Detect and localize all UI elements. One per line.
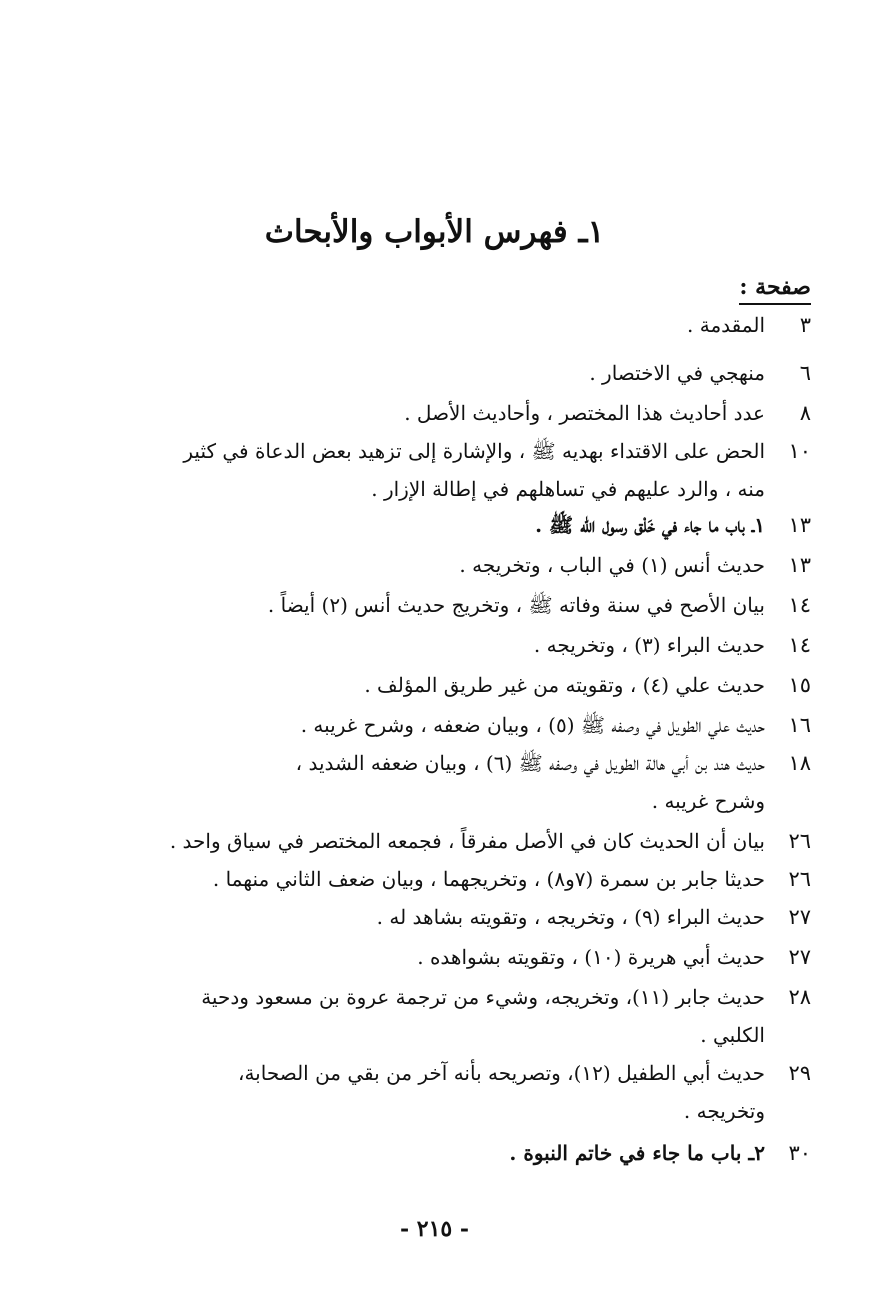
chapter-heading: ٢ـ باب ما جاء في خاتم النبوة . — [509, 1141, 765, 1165]
entry-page-number: ٨ — [799, 401, 811, 425]
entry-text: بيان الأصح في سنة وفاته ﷺ ، وتخريج حديث أنس (٢) أيضاً . — [267, 593, 765, 617]
entry-page-number: ٢٦ — [788, 829, 811, 853]
index-entry — [91, 864, 811, 894]
page-title: ١ـ فهرس الأبواب والأبحاث — [264, 214, 605, 250]
index-entry — [91, 590, 811, 620]
entry-page-number: ١٣ — [788, 553, 811, 577]
index-entry — [91, 310, 811, 340]
entry-page-number: ٦ — [799, 361, 811, 385]
entry-text: عدد أحاديث هذا المختصر ، وأحاديث الأصل . — [404, 401, 765, 425]
entry-text: المقدمة . — [687, 313, 765, 337]
index-entry — [91, 436, 811, 466]
index-entry-continuation — [91, 1020, 811, 1050]
entry-page-number: ٣ — [799, 313, 811, 337]
entry-page-number: ٣٠ — [788, 1141, 811, 1165]
index-entry — [91, 550, 811, 580]
entry-text: منهجي في الاختصار . — [589, 361, 765, 385]
index-entry — [91, 748, 811, 778]
entry-page-number: ١٨ — [788, 751, 811, 775]
entry-text: حديث علي الطويل في وصفه ﷺ (٥) ، وبيان ضعفه ، وشرح غريبه . — [300, 713, 765, 737]
index-entry — [91, 670, 811, 700]
entry-page-number: ١٠ — [788, 439, 811, 463]
index-entry — [91, 358, 811, 388]
index-entry — [91, 398, 811, 428]
index-entry — [91, 942, 811, 972]
chapter-heading: ١ـ باب ما جاء في خَلْق رسول الله ﷺ . — [535, 513, 765, 537]
entry-text: حديث علي (٤) ، وتقويته من غير طريق المؤلف . — [364, 673, 765, 697]
entry-text: حديث أبي هريرة (١٠) ، وتقويته بشواهده . — [417, 945, 765, 969]
entry-page-number: ٢٩ — [788, 1061, 811, 1085]
entry-page-number: ٢٨ — [788, 985, 811, 1009]
page-column-label: صفحة : — [739, 272, 811, 305]
entry-page-number: ٢٧ — [788, 905, 811, 929]
entry-text: حديث جابر (١١)، وتخريجه، وشيء من ترجمة عروة بن مسعود ودحية — [201, 985, 765, 1009]
index-entry — [91, 826, 811, 856]
index-entry — [91, 1138, 811, 1168]
index-entry — [91, 1058, 811, 1088]
index-entry — [91, 982, 811, 1012]
entry-page-number: ١٦ — [788, 713, 811, 737]
index-entry — [91, 710, 811, 740]
entry-text: بيان أن الحديث كان في الأصل مفرقاً ، فجمعه المختصر في سياق واحد . — [169, 829, 765, 853]
index-entry-continuation — [91, 1096, 811, 1126]
entry-page-number: ١٤ — [788, 633, 811, 657]
entry-page-number: ١٥ — [788, 673, 811, 697]
entry-text: حديث البراء (٩) ، وتخريجه ، وتقويته بشاهد له . — [376, 905, 765, 929]
entry-text: حديث البراء (٣) ، وتخريجه . — [533, 633, 765, 657]
entry-text: وتخريجه . — [683, 1099, 765, 1123]
entry-page-number: ١٣ — [788, 513, 811, 537]
index-entry — [91, 630, 811, 660]
index-entry-continuation — [91, 474, 811, 504]
entry-text: وشرح غريبه . — [651, 789, 765, 813]
index-entry — [91, 902, 811, 932]
entry-text: حديثا جابر بن سمرة (٧و٨) ، وتخريجهما ، وبيان ضعف الثاني منهما . — [212, 867, 765, 891]
index-entry-continuation — [91, 786, 811, 816]
entry-text: منه ، والرد عليهم في تساهلهم في إطالة الإزار . — [371, 477, 765, 501]
entry-text: الحض على الاقتداء بهديه ﷺ ، والإشارة إلى تزهيد بعض الدعاة في كثير — [183, 439, 765, 463]
index-entry — [91, 510, 811, 540]
entry-page-number: ١٤ — [788, 593, 811, 617]
entry-text: الكلبي . — [700, 1023, 765, 1047]
entry-text: حديث أبي الطفيل (١٢)، وتصريحه بأنه آخر من بقي من الصحابة، — [237, 1061, 765, 1085]
page-number: - ٢١٥ - — [399, 1216, 470, 1242]
entry-text: حديث أنس (١) في الباب ، وتخريجه . — [459, 553, 765, 577]
entry-page-number: ٢٧ — [788, 945, 811, 969]
entry-page-number: ٢٦ — [788, 867, 811, 891]
entry-text: حديث هند بن أبي هالة الطويل في وصفه ﷺ (٦) ، وبيان ضعفه الشديد ، — [295, 751, 765, 775]
